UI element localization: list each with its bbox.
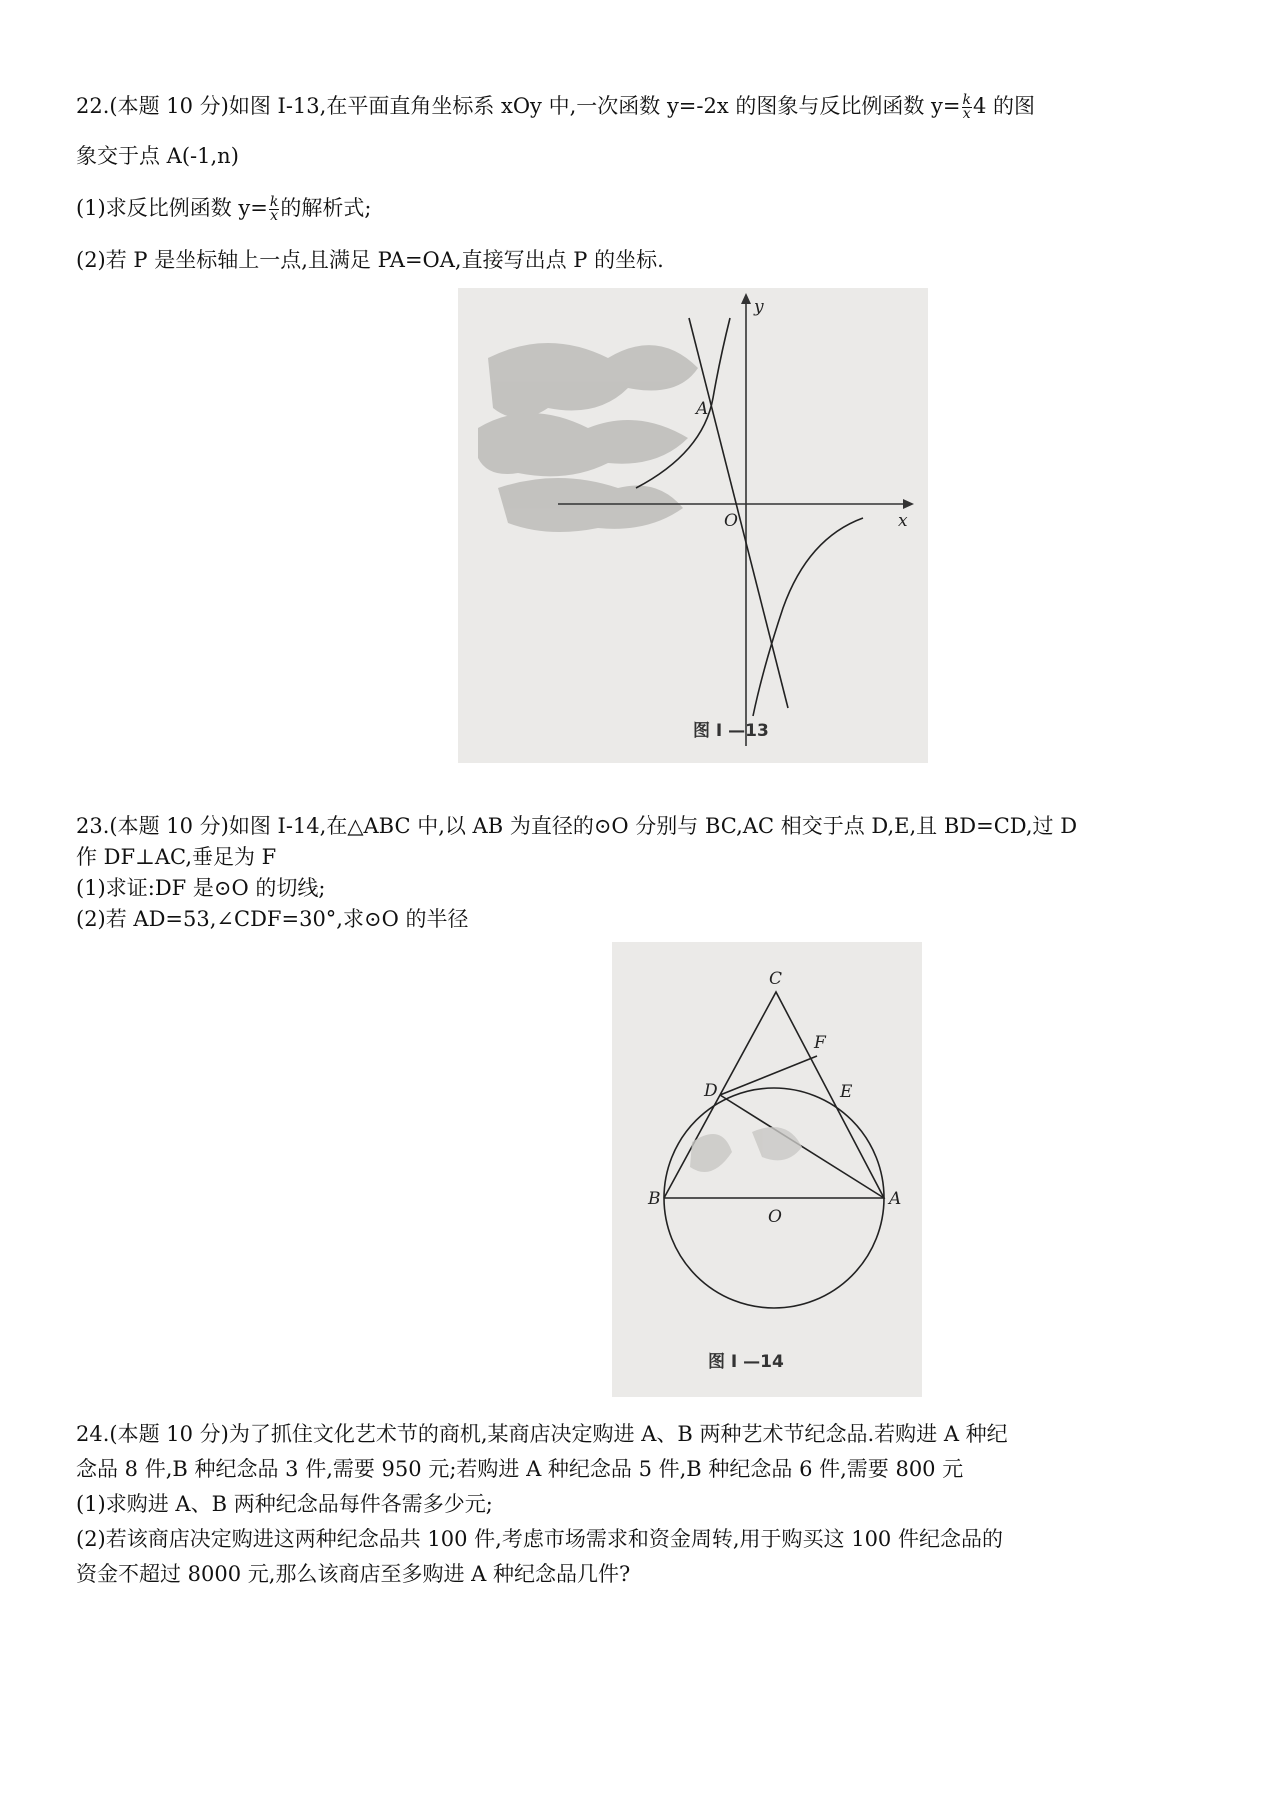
center-o-label: O (768, 1207, 782, 1227)
x-axis-label: x (898, 511, 908, 531)
y-axis-label: y (754, 297, 764, 317)
q22-line-2: 象交于点 A(-1,n) (76, 144, 239, 168)
k-over-x-fraction (269, 196, 279, 223)
geometry-svg (612, 942, 922, 1397)
hyperbola-branch-right (753, 518, 863, 716)
figure-i-14 (612, 942, 922, 1397)
fraction-numerator: k (962, 92, 971, 108)
point-f-label: F (814, 1033, 826, 1053)
segment-da (720, 1095, 884, 1198)
q22-line-4: (2)若 P 是坐标轴上一点,且满足 PA=OA,直接写出点 P 的坐标. (76, 248, 664, 272)
q22-text-1a: 22.(本题 10 分)如图 I-13,在平面直角坐标系 xOy 中,一次函数 y=-2x 的图象与反比例函数 y= (76, 94, 961, 118)
figure-i-13 (458, 288, 928, 763)
q22-line-3 (76, 194, 371, 223)
point-c-label: C (769, 969, 783, 989)
point-b-label: B (648, 1189, 661, 1209)
figure-caption: 图 I —13 (693, 721, 769, 741)
q23-line-4: (2)若 AD=53,∠CDF=30°,求⊙O 的半径 (76, 907, 469, 931)
q22-text-3a: (1)求反比例函数 y= (76, 196, 268, 220)
graph-svg (458, 288, 928, 763)
point-a-label: A (889, 1189, 902, 1209)
point-d-label: D (704, 1081, 718, 1101)
segment-df (720, 1056, 817, 1095)
q23-line-1: 23.(本题 10 分)如图 I-14,在△ABC 中,以 AB 为直径的⊙O 分别与 BC,AC 相交于点 D,E,且 BD=CD,过 D (76, 814, 1078, 838)
scribble-mark (690, 1127, 802, 1172)
q24-line-5: 资金不超过 8000 元,那么该商店至多购进 A 种纪念品几件? (76, 1562, 631, 1586)
fraction-denominator: x (270, 208, 279, 224)
hyperbola-branch-left (636, 318, 730, 488)
q24-line-3: (1)求购进 A、B 两种纪念品每件各需多少元; (76, 1492, 493, 1516)
k-over-x-fraction (962, 94, 972, 121)
fraction-numerator: k (269, 194, 279, 210)
fraction-denominator: x (962, 106, 971, 122)
q22-text-3b: 的解析式; (280, 196, 372, 220)
figure-caption: 图 I —14 (708, 1352, 784, 1372)
point-e-label: E (840, 1082, 853, 1102)
linear-function-line (689, 318, 788, 708)
point-a-label: A (696, 399, 709, 419)
origin-label: O (724, 511, 738, 531)
y-axis-arrow (741, 293, 751, 304)
q24-line-1: 24.(本题 10 分)为了抓住文化艺术节的商机,某商店决定购进 A、B 两种艺术节纪念品.若购进 A 种纪 (76, 1422, 1008, 1446)
x-axis-arrow (903, 499, 914, 509)
q23-line-2: 作 DF⊥AC,垂足为 F (76, 845, 277, 869)
q22-text-1b: 4 的图 (973, 94, 1036, 118)
q24-line-4: (2)若该商店决定购进这两种纪念品共 100 件,考虑市场需求和资金周转,用于购买这 100 件纪念品的 (76, 1527, 1003, 1551)
q24-line-2: 念品 8 件,B 种纪念品 3 件,需要 950 元;若购进 A 种纪念品 5 件,B 种纪念品 6 件,需要 800 元 (76, 1457, 964, 1481)
q22-line-1 (76, 92, 1035, 121)
q23-line-3: (1)求证:DF 是⊙O 的切线; (76, 876, 326, 900)
